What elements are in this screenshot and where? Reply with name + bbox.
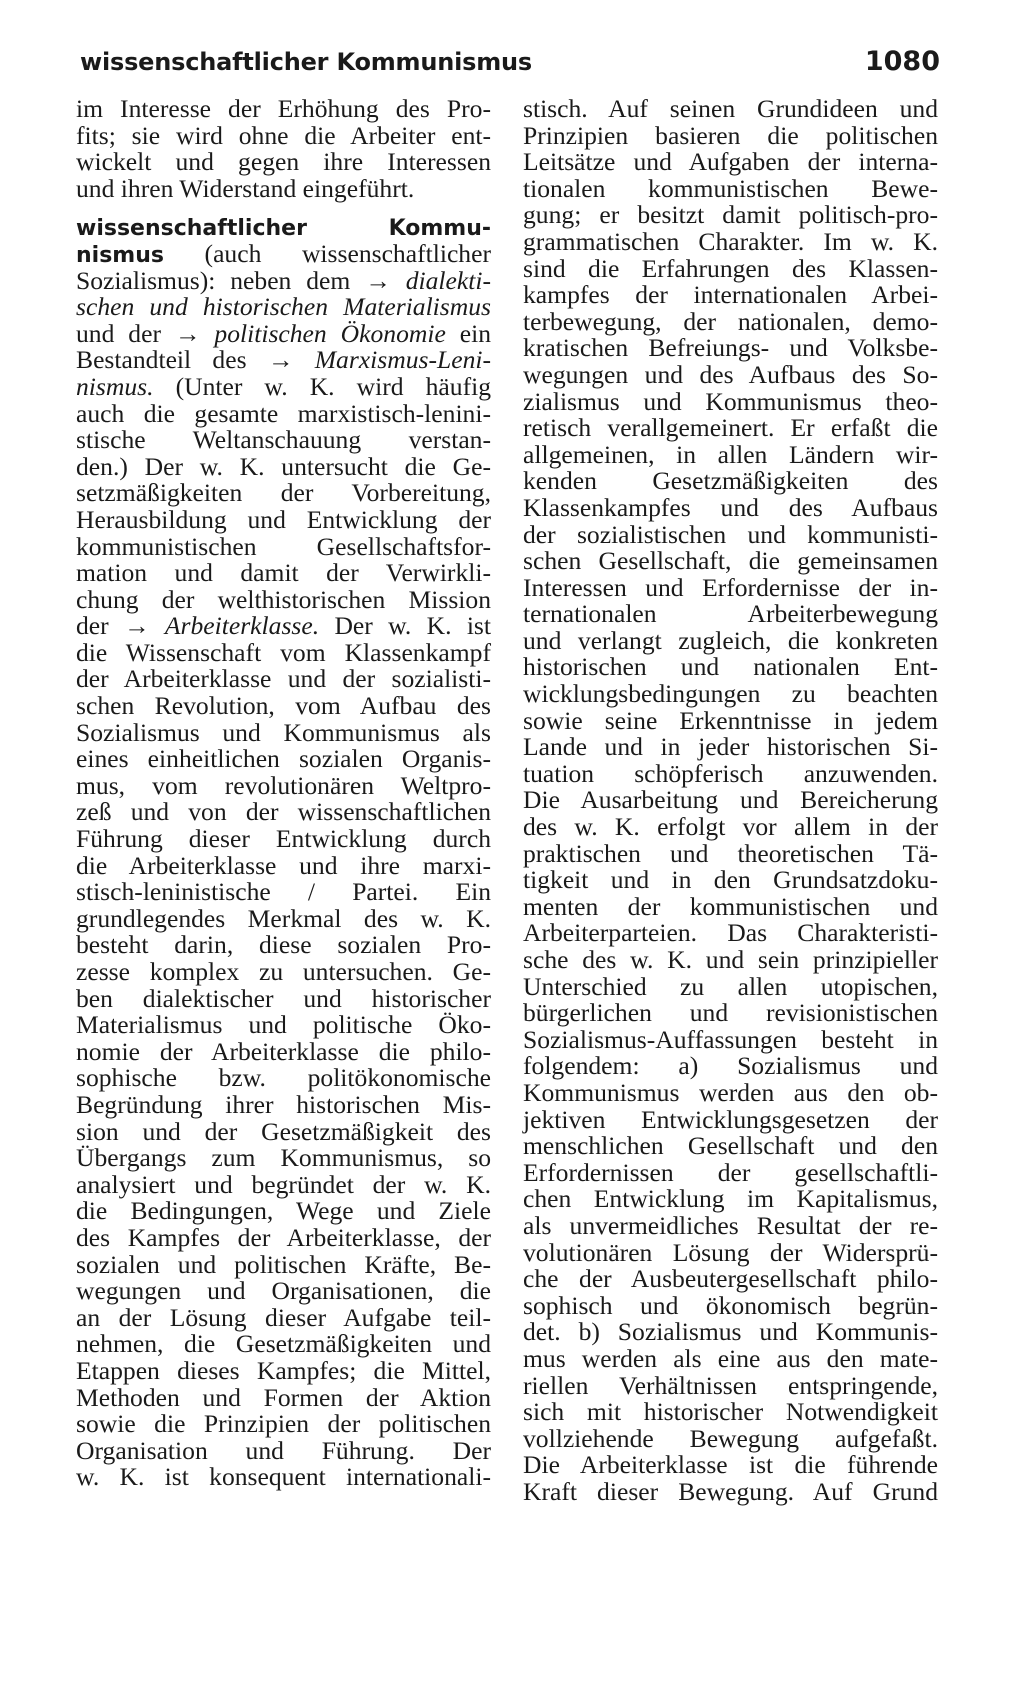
- text-line: im Interesse der Erhöhung des Pro-: [76, 94, 491, 123]
- text-line: Materialismus und politische Öko-: [76, 1010, 491, 1040]
- text-line: terbewegung, der nationalen, demo-: [523, 306, 938, 336]
- text-line: gung; er besitzt damit politisch-pro-: [523, 200, 938, 230]
- text-line: kommunistischen Gesellschaftsfor-: [76, 531, 491, 561]
- text-line: mus werden als eine aus den mate-: [523, 1343, 938, 1373]
- text-line: praktischen und theoretischen Tä-: [523, 838, 938, 868]
- text-line: Herausbildung und Entwicklung der: [76, 504, 491, 534]
- text-line: sophische bzw. politökonomische: [76, 1063, 491, 1093]
- text-line: Übergangs zum Kommunismus, so: [76, 1143, 491, 1173]
- text-line: besteht darin, diese sozialen Pro-: [76, 930, 491, 960]
- text-line: Methoden und Formen der Aktion: [76, 1382, 491, 1412]
- text-line: w. K. ist konsequent internationali-: [76, 1462, 491, 1492]
- left-column: [76, 96, 491, 1491]
- text-line: des w. K. erfolgt vor allem in der: [523, 812, 938, 842]
- text-line: folgendem: a) Sozialismus und: [523, 1051, 938, 1081]
- text-line: zialismus und Kommunismus theo-: [523, 386, 938, 416]
- text-run: (Unter w. K. wird häufig: [153, 371, 491, 401]
- text-line: die Bedingungen, Wege und Ziele: [76, 1196, 491, 1226]
- text-line: chen Entwicklung im Kapitalismus,: [523, 1184, 938, 1214]
- text-line: und verlangt zugleich, die konkreten: [523, 625, 938, 655]
- entry-headword-continued: nismus: [76, 242, 164, 268]
- text-line: wegungen und Organisationen, die: [76, 1276, 491, 1306]
- text-line: fits; sie wird ohne die Arbeiter ent-: [76, 120, 491, 150]
- text-line: Organisation und Führung. Der: [76, 1435, 491, 1465]
- text-line: Die Ausarbeitung und Bereicherung: [523, 785, 938, 815]
- text-line: nomie der Arbeiterklasse die philo-: [76, 1036, 491, 1066]
- text-line: kampfes der internationalen Arbei-: [523, 280, 938, 310]
- text-line: wickelt und gegen ihre Interessen: [76, 147, 491, 177]
- cross-reference: nismus.: [76, 371, 154, 401]
- text-line: Interessen und Erfordernisse der in-: [523, 572, 938, 602]
- text-line: sowie seine Erkenntnisse in jedem: [523, 705, 938, 735]
- text-line: [76, 318, 492, 348]
- text-line: eines einheitlichen sozialen Organis-: [76, 744, 491, 774]
- text-run: Der w. K. ist: [319, 611, 491, 641]
- text-line: jektiven Entwicklungsgesetzen der: [523, 1104, 938, 1134]
- text-line: wegungen und des Aufbaus des So-: [523, 359, 938, 389]
- text-line: an der Lösung dieser Aufgabe teil-: [76, 1302, 491, 1332]
- text-line: analysiert und begründet der w. K.: [76, 1169, 491, 1199]
- text-run: der →: [76, 611, 165, 641]
- text-line: [76, 371, 491, 401]
- text-line: Kraft dieser Bewegung. Auf Grund: [523, 1476, 938, 1506]
- running-header: [80, 48, 940, 88]
- text-line: der Arbeiterklasse und der sozialisti-: [76, 664, 491, 694]
- text-line: auch die gesamte marxistisch-lenini-: [76, 398, 491, 428]
- text-line: als unvermeidliches Resultat der re-: [523, 1210, 938, 1240]
- text-run: Bestandteil des →: [76, 345, 315, 375]
- text-line: Etappen dieses Kampfes; die Mittel,: [76, 1355, 491, 1385]
- text-line: Die Arbeiterklasse ist die führende: [523, 1450, 938, 1480]
- text-line: zesse komplex zu untersuchen. Ge-: [76, 957, 491, 986]
- text-line: grundlegendes Merkmal des w. K.: [76, 903, 491, 933]
- cross-reference: Marxismus-Leni-: [314, 345, 491, 375]
- text-line: Kommunismus werden aus den ob-: [523, 1077, 938, 1107]
- page-number: 1080: [864, 46, 940, 77]
- cross-reference: politischen Ökonomie: [214, 318, 446, 348]
- cross-reference: schen und historischen Materialismus: [76, 292, 491, 322]
- text-line: schen Revolution, vom Aufbau des: [76, 691, 491, 721]
- right-column: [523, 96, 938, 1505]
- text-line: [76, 238, 491, 268]
- text-line: Arbeiterparteien. Das Charakteristi-: [523, 918, 938, 948]
- text-line: volutionären Lösung der Widersprü-: [523, 1237, 938, 1267]
- text-line: sophisch und ökonomisch begrün-: [523, 1290, 938, 1320]
- text-line: grammatischen Charakter. Im w. K.: [523, 226, 938, 256]
- text-line: Unterschied zu allen utopischen,: [523, 971, 938, 1001]
- text-line: tionalen kommunistischen Bewe-: [523, 173, 938, 203]
- text-run: Sozialismus): neben dem →: [76, 265, 406, 295]
- text-line: und ihren Widerstand eingeführt.: [76, 173, 415, 203]
- text-run: ein: [445, 318, 492, 348]
- text-line: sich mit historischer Notwendigkeit: [523, 1397, 938, 1427]
- text-line: die Wissenschaft vom Klassenkampf: [76, 637, 491, 667]
- paragraph-gap: [76, 202, 491, 214]
- text-line: Klassenkampfes und des Aufbaus: [523, 492, 938, 522]
- text-line: wicklungsbedingungen zu beachten: [523, 679, 938, 709]
- text-line: zeß und von der wissenschaftlichen: [76, 797, 491, 827]
- text-line: det. b) Sozialismus und Kommunis-: [523, 1317, 938, 1347]
- text-line: mation und damit der Verwirkli-: [76, 558, 491, 588]
- text-line: riellen Verhältnissen entspringende,: [523, 1370, 938, 1400]
- cross-reference: Arbeiterklasse.: [164, 611, 320, 641]
- text-line: menten der kommunistischen und: [523, 891, 938, 921]
- text-line: den.) Der w. K. untersucht die Ge-: [76, 451, 491, 481]
- text-line: mus, vom revolutionären Weltpro-: [76, 770, 491, 800]
- text-line: des Kampfes der Arbeiterklasse, der: [76, 1222, 491, 1252]
- text-line: nehmen, die Gesetzmäßigkeiten und: [76, 1329, 491, 1359]
- text-line: die Arbeiterklasse und ihre marxi-: [76, 850, 491, 880]
- text-line: stische Weltanschauung verstan-: [76, 425, 491, 455]
- text-line: [76, 294, 491, 321]
- text-line: Führung dieser Entwicklung durch: [76, 824, 491, 854]
- text-line: Begründung ihrer historischen Mis-: [76, 1089, 491, 1119]
- text-line: Sozialismus und Kommunismus als: [76, 717, 491, 747]
- text-line: Erfordernissen der gesellschaftli-: [523, 1157, 938, 1187]
- text-line: vollziehende Bewegung aufgefaßt.: [523, 1423, 938, 1453]
- text-line: Sozialismus-Auffassungen besteht in: [523, 1024, 938, 1054]
- cross-reference: dialekti-: [405, 265, 491, 295]
- text-line: stisch. Auf seinen Grundideen und: [523, 94, 938, 123]
- text-line: sozialen und politischen Kräfte, Be-: [76, 1249, 491, 1279]
- text-line: stisch-leninistische / Partei. Ein: [76, 877, 491, 907]
- text-line: [76, 613, 491, 640]
- text-line: schen Gesellschaft, die gemeinsamen: [523, 546, 938, 576]
- entry-headword: wissenschaftlicher Kommu-: [76, 216, 491, 242]
- text-run: und der →: [76, 318, 215, 348]
- text-line: ben dialektischer und historischer: [76, 983, 491, 1013]
- text-line: Prinzipien basieren die politischen: [523, 120, 938, 150]
- text-line: tigkeit und in den Grundsatzdoku-: [523, 865, 938, 895]
- text-line: che der Ausbeutergesellschaft philo-: [523, 1264, 938, 1294]
- text-line: allgemeinen, in allen Ländern wir-: [523, 439, 938, 469]
- text-line: menschlichen Gesellschaft und den: [523, 1131, 938, 1161]
- text-line: bürgerlichen und revisionistischen: [523, 998, 938, 1028]
- text-line: [76, 265, 491, 295]
- text-line: Leitsätze und Aufgaben der interna-: [523, 147, 938, 177]
- text-run: (auch wissenschaftlicher: [163, 238, 491, 268]
- text-line: chung der welthistorischen Mission: [76, 584, 491, 614]
- text-line: sion und der Gesetzmäßigkeit des: [76, 1116, 491, 1146]
- text-line: tuation schöpferisch anzuwenden.: [523, 758, 938, 788]
- entry-headword-line: [76, 214, 491, 241]
- running-header-title: wissenschaftlicher Kommunismus: [80, 48, 533, 76]
- text-line: kratischen Befreiungs- und Volksbe-: [523, 333, 938, 363]
- text-line: sind die Erfahrungen des Klassen-: [523, 253, 938, 283]
- text-line: retisch verallgemeinert. Er erfaßt die: [523, 413, 938, 443]
- text-line: ternationalen Arbeiterbewegung: [523, 599, 938, 629]
- text-line: setzmäßigkeiten der Vorbereitung,: [76, 478, 491, 508]
- text-line: historischen und nationalen Ent-: [523, 652, 938, 682]
- text-line: kenden Gesetzmäßigkeiten des: [523, 466, 938, 496]
- text-line: sowie die Prinzipien der politischen: [76, 1409, 491, 1439]
- text-line: sche des w. K. und sein prinzipieller: [523, 945, 938, 974]
- text-line: [76, 347, 491, 374]
- text-line: Lande und in jeder historischen Si-: [523, 732, 938, 762]
- text-line: der sozialistischen und kommunisti-: [523, 519, 938, 549]
